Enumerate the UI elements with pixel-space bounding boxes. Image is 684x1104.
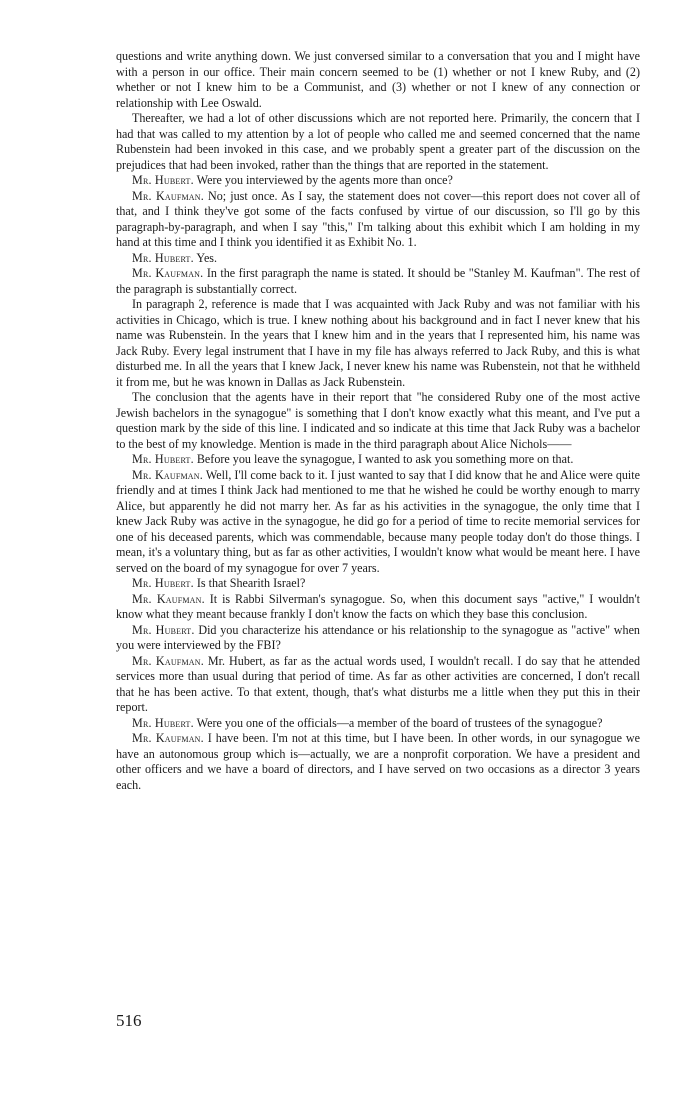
paragraph-text: Were you one of the officials—a member of the board of trustees of the synagogue? — [193, 715, 603, 730]
paragraph — [116, 189, 640, 251]
paragraph — [116, 576, 640, 592]
paragraph-text: No; just once. As I say, the statement does not cover—this report does not cover all of that, and I think they've got some of the facts confused by virtue of our discussion, so I'll go by this paragraph-by-paragraph, and when I say "this," I'm talking about this exhibit which I am holding in my hand at this time and I think you identified it as Exhibit No. 1. — [116, 188, 640, 249]
paragraph-text: In the first paragraph the name is stated. It should be "Stanley M. Kaufman". The rest of the paragraph is substantially correct. — [116, 266, 640, 296]
paragraph-text: Thereafter, we had a lot of other discussions which are not reported here. Primarily, the concern that I had that was called to my attention by a lot of people who called me and seemed concerned that the name Rubenstein had been invoked in this case, and we probably spent a greater part of the discussion on the prejudices that had been invoked, rather than the things that are reported in the statement. — [116, 111, 640, 172]
paragraph-text: The conclusion that the agents have in their report that "he considered Ruby one of the most active Jewish bachelors in the synagogue" is something that I don't know exactly what this meant, and I've put a question mark by the side of this line. I indicated and so indicate at this time that Jack Ruby was a bachelor to the best of my knowledge. Mention is made in the third paragraph about Alice Nichols—— — [116, 390, 640, 451]
paragraph — [116, 623, 640, 654]
paragraph-text: I have been. I'm not at this time, but I have been. In other words, in our synagogue we have an autonomous group which is—actually, we are a nonprofit corporation. We have a president and other officers and we have a board of directors, and I have served on two occasions as a director 3 years each. — [116, 731, 640, 792]
paragraph-text: Before you leave the synagogue, I wanted to ask you something more on that. — [193, 452, 574, 466]
speaker-name: Mr. Kaufman. — [132, 653, 204, 668]
speaker-name: Mr. Hubert. — [132, 715, 194, 730]
speaker-name: Mr. Kaufman. — [132, 266, 204, 280]
paragraph — [116, 390, 640, 452]
speaker-name: Mr. Hubert. — [132, 173, 194, 187]
speaker-name: Mr. Kaufman. — [132, 591, 205, 606]
paragraph-text: Is that Shearith Israel? — [193, 576, 306, 590]
speaker-name: Mr. Kaufman. — [132, 188, 204, 203]
speaker-name: Mr. Hubert. — [132, 576, 194, 590]
paragraph — [116, 297, 640, 390]
paragraph — [116, 251, 640, 267]
paragraph — [116, 452, 640, 468]
paragraph-text: Were you interviewed by the agents more than once? — [193, 173, 453, 187]
paragraph-text: Well, I'll come back to it. I just wanted to say that I did know that he and Alice were quite friendly and at times I think Jack had mentioned to me that he wished he could be worthy enough to marry Alice, but apparently he did not marry her. As far as his activities in the synagogue, the only time that I knew Jack Ruby was active in the synagogue, he did go for a period of time to recite memorial services for one of his deceased parents, which was commendable, because many people today don't do those things. I mean, it's a voluntary thing, but as far as other activities, I wouldn't know what would be meant here. I have served on the board of my synagogue for over 7 years. — [116, 467, 640, 575]
paragraph — [116, 716, 640, 732]
speaker-name: Mr. Hubert. — [132, 250, 194, 265]
speaker-name: Mr. Hubert. — [132, 452, 194, 466]
paragraph — [116, 731, 640, 793]
paragraph — [116, 173, 640, 189]
paragraph-text: questions and write anything down. We just conversed similar to a conversation that you and I might have with a person in our office. Their main concern seemed to be (1) whether or not I knew Ruby, and (2) whether or not I knew him to be a Communist, and (3) whether or not I knew of any connection or relationship with Lee Oswald. — [116, 49, 640, 110]
paragraph-text: Mr. Hubert, as far as the actual words used, I wouldn't recall. I do say that he attended services more than usual during that period of time. As far as other activities are concerned, I don't recall that he has been active. To that extent, though, that's what disturbs me a little when they put this in their report. — [116, 653, 640, 714]
paragraph — [116, 654, 640, 716]
speaker-name: Mr. Kaufman. — [132, 467, 203, 482]
speaker-name: Mr. Hubert. — [132, 622, 195, 637]
paragraph — [116, 592, 640, 623]
paragraph — [116, 49, 640, 111]
paragraph-text: Yes. — [193, 250, 218, 265]
paragraph — [116, 266, 640, 297]
page-number: 516 — [116, 1011, 142, 1030]
paragraph-text: Did you characterize his attendance or his relationship to the synagogue as "active" when you were interviewed by the FBI? — [116, 622, 640, 652]
speaker-name: Mr. Kaufman. — [132, 731, 204, 745]
paragraph — [116, 468, 640, 577]
document-body — [116, 49, 640, 793]
paragraph — [116, 111, 640, 173]
paragraph-text: It is Rabbi Silverman's synagogue. So, when this document says "active," I wouldn't know what they meant because frankly I don't know the facts on which they base this conclusion. — [116, 591, 640, 621]
paragraph-text: In paragraph 2, reference is made that I was acquainted with Jack Ruby and was not familiar with his activities in Chicago, which is true. I knew nothing about his background and in fact I never knew that his name was Rubenstein. In the years that I knew him and in the years that I represented him, his name was Jack Ruby. Every legal instrument that I have in my file has always referred to Jack Ruby, and this is what disturbed me. In all the years that I knew Jack, I never knew his name was Rubenstein, not that he withheld it from me, but he was known in Dallas as Jack Rubenstein. — [116, 297, 640, 389]
